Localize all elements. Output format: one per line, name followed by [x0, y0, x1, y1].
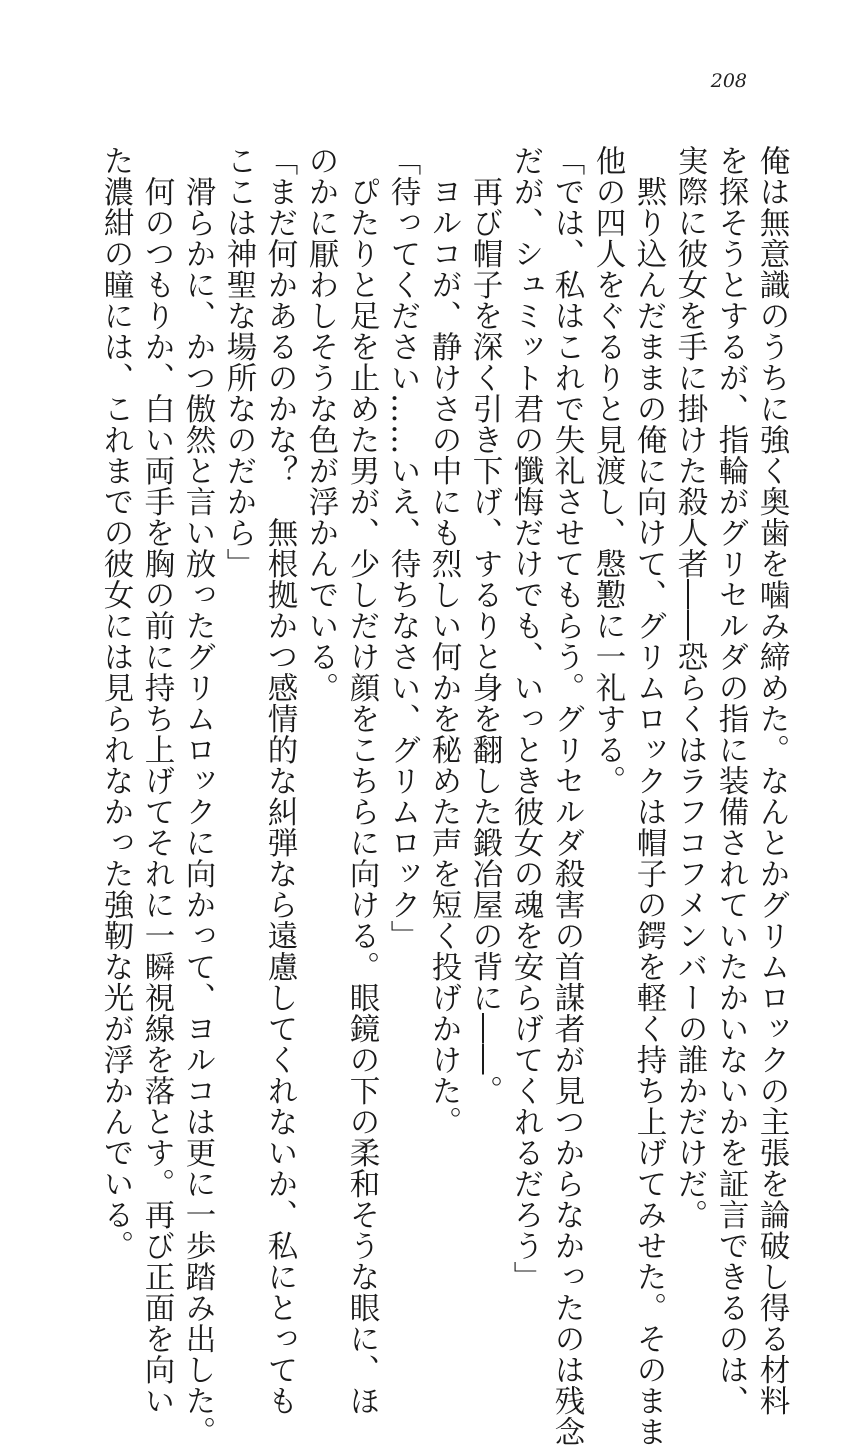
text-line: 何のつもりか、白い両手を胸の前に持ち上げてそれに一瞬視線を落とす。再び正面を向い [139, 145, 174, 1416]
text-line: のかに厭わしそうな色が浮かんでいる。 [303, 145, 338, 703]
text-line: ぴたりと足を止めた男が、少しだけ顔をこちらに向ける。眼鏡の下の柔和そうな眼に、ほ [344, 145, 379, 1416]
text-line: ヨルコが、静けさの中にも烈しい何かを秘めた声を短く投げかけた。 [426, 145, 461, 1137]
text-line: 滑らかに、かつ傲然と言い放ったグリムロックに向かって、ヨルコは更に一歩踏み出した。 [180, 145, 215, 1447]
text-line: 再び帽子を深く引き下げ、するりと身を翻した鍛冶屋の背に――。 [467, 145, 502, 1106]
text-line: を探そうとするが、指輪がグリセルダの指に装備されていたかいないかを証言できるのは、 [713, 145, 748, 1416]
text-line: た濃紺の瞳には、これまでの彼女には見られなかった強靭な光が浮かんでいる。 [98, 145, 133, 1261]
novel-text-body [98, 145, 792, 1447]
text-line: だが、シュミット君の懺悔だけでも、いっとき彼女の魂を安らげてくれるだろう」 [508, 145, 543, 1292]
text-line: ここは神聖な場所なのだから」 [221, 145, 256, 579]
text-line: 「まだ何かあるのかな？ 無根拠かつ感情的な糾弾なら遠慮してくれないか、私にとっても [262, 145, 297, 1416]
text-line: 俺は無意識のうちに強く奥歯を噛み締めた。なんとかグリムロックの主張を論破し得る材料 [754, 145, 789, 1416]
text-line: 実際に彼女を手に掛けた殺人者――恐らくはラフコフメンバーの誰かだけだ。 [672, 145, 707, 1230]
text-line: 「待ってください……いえ、待ちなさい、グリムロック」 [385, 145, 420, 951]
page-number: 208 [710, 70, 747, 92]
text-line: 「では、私はこれで失礼させてもらう。グリセルダ殺害の首謀者が見つからなかったのは残念 [549, 145, 584, 1447]
text-line: 他の四人をぐるりと見渡し、慇懃に一礼する。 [590, 145, 625, 796]
text-line: 黙り込んだままの俺に向けて、グリムロックは帽子の鍔を軽く持ち上げてみせた。そのまま [631, 145, 666, 1447]
